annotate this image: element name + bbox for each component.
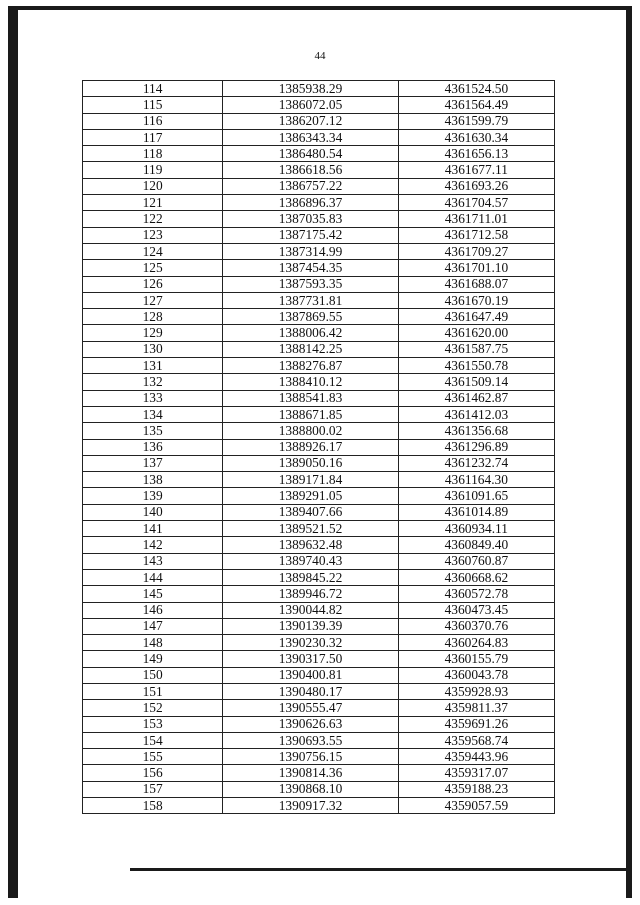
y-coordinate-cell: 4361677.11 [398, 162, 554, 178]
x-coordinate-cell: 1388800.02 [223, 423, 399, 439]
point-number-cell: 157 [83, 781, 223, 797]
point-number-cell: 123 [83, 227, 223, 243]
point-number-cell: 117 [83, 129, 223, 145]
y-coordinate-cell: 4359691.26 [398, 716, 554, 732]
table-row [83, 488, 555, 504]
table-row [83, 586, 555, 602]
point-number-cell: 148 [83, 635, 223, 651]
x-coordinate-cell: 1390917.32 [223, 798, 399, 814]
point-number-cell: 158 [83, 798, 223, 814]
y-coordinate-cell: 4359057.59 [398, 798, 554, 814]
table-row [83, 472, 555, 488]
table-row [83, 781, 555, 797]
table-row [83, 569, 555, 585]
y-coordinate-cell: 4361670.19 [398, 292, 554, 308]
table-row [83, 683, 555, 699]
table-row [83, 113, 555, 129]
x-coordinate-cell: 1390814.36 [223, 765, 399, 781]
y-coordinate-cell: 4360155.79 [398, 651, 554, 667]
table-row [83, 162, 555, 178]
coordinates-table-body [83, 81, 555, 814]
y-coordinate-cell: 4361232.74 [398, 455, 554, 471]
table-row [83, 227, 555, 243]
y-coordinate-cell: 4361711.01 [398, 211, 554, 227]
x-coordinate-cell: 1386480.54 [223, 146, 399, 162]
x-coordinate-cell: 1386343.34 [223, 129, 399, 145]
point-number-cell: 119 [83, 162, 223, 178]
point-number-cell: 145 [83, 586, 223, 602]
y-coordinate-cell: 4360264.83 [398, 635, 554, 651]
x-coordinate-cell: 1389946.72 [223, 586, 399, 602]
table-row [83, 504, 555, 520]
y-coordinate-cell: 4359317.07 [398, 765, 554, 781]
x-coordinate-cell: 1390044.82 [223, 602, 399, 618]
y-coordinate-cell: 4361599.79 [398, 113, 554, 129]
x-coordinate-cell: 1388142.25 [223, 341, 399, 357]
table-row [83, 700, 555, 716]
table-row [83, 798, 555, 814]
x-coordinate-cell: 1390626.63 [223, 716, 399, 732]
y-coordinate-cell: 4360934.11 [398, 521, 554, 537]
table-row [83, 423, 555, 439]
point-number-cell: 130 [83, 341, 223, 357]
point-number-cell: 149 [83, 651, 223, 667]
x-coordinate-cell: 1387314.99 [223, 243, 399, 259]
point-number-cell: 136 [83, 439, 223, 455]
y-coordinate-cell: 4361550.78 [398, 358, 554, 374]
y-coordinate-cell: 4361356.68 [398, 423, 554, 439]
x-coordinate-cell: 1385938.29 [223, 81, 399, 97]
x-coordinate-cell: 1389291.05 [223, 488, 399, 504]
table-row [83, 439, 555, 455]
y-coordinate-cell: 4360849.40 [398, 537, 554, 553]
scan-border-bottom [130, 868, 632, 871]
y-coordinate-cell: 4360370.76 [398, 618, 554, 634]
point-number-cell: 127 [83, 292, 223, 308]
point-number-cell: 126 [83, 276, 223, 292]
table-row [83, 537, 555, 553]
point-number-cell: 135 [83, 423, 223, 439]
point-number-cell: 138 [83, 472, 223, 488]
point-number-cell: 152 [83, 700, 223, 716]
y-coordinate-cell: 4361164.30 [398, 472, 554, 488]
point-number-cell: 153 [83, 716, 223, 732]
x-coordinate-cell: 1386896.37 [223, 195, 399, 211]
x-coordinate-cell: 1386072.05 [223, 97, 399, 113]
scan-border-left [8, 6, 18, 898]
table-row [83, 455, 555, 471]
coordinates-table [82, 80, 555, 814]
x-coordinate-cell: 1387869.55 [223, 309, 399, 325]
table-row [83, 602, 555, 618]
point-number-cell: 151 [83, 683, 223, 699]
y-coordinate-cell: 4361524.50 [398, 81, 554, 97]
table-row [83, 374, 555, 390]
x-coordinate-cell: 1386757.22 [223, 178, 399, 194]
x-coordinate-cell: 1390868.10 [223, 781, 399, 797]
point-number-cell: 132 [83, 374, 223, 390]
table-row [83, 618, 555, 634]
x-coordinate-cell: 1389740.43 [223, 553, 399, 569]
x-coordinate-cell: 1389845.22 [223, 569, 399, 585]
y-coordinate-cell: 4361014.89 [398, 504, 554, 520]
y-coordinate-cell: 4360473.45 [398, 602, 554, 618]
table-row [83, 292, 555, 308]
x-coordinate-cell: 1388926.17 [223, 439, 399, 455]
x-coordinate-cell: 1390480.17 [223, 683, 399, 699]
x-coordinate-cell: 1387593.35 [223, 276, 399, 292]
point-number-cell: 146 [83, 602, 223, 618]
x-coordinate-cell: 1387731.81 [223, 292, 399, 308]
point-number-cell: 125 [83, 260, 223, 276]
y-coordinate-cell: 4361630.34 [398, 129, 554, 145]
y-coordinate-cell: 4361091.65 [398, 488, 554, 504]
table-row [83, 81, 555, 97]
x-coordinate-cell: 1390555.47 [223, 700, 399, 716]
x-coordinate-cell: 1389050.16 [223, 455, 399, 471]
table-row [83, 309, 555, 325]
table-row [83, 765, 555, 781]
x-coordinate-cell: 1388276.87 [223, 358, 399, 374]
y-coordinate-cell: 4361462.87 [398, 390, 554, 406]
y-coordinate-cell: 4361620.00 [398, 325, 554, 341]
table-row [83, 260, 555, 276]
x-coordinate-cell: 1388006.42 [223, 325, 399, 341]
point-number-cell: 141 [83, 521, 223, 537]
x-coordinate-cell: 1387035.83 [223, 211, 399, 227]
point-number-cell: 147 [83, 618, 223, 634]
point-number-cell: 150 [83, 667, 223, 683]
point-number-cell: 122 [83, 211, 223, 227]
point-number-cell: 129 [83, 325, 223, 341]
y-coordinate-cell: 4361412.03 [398, 406, 554, 422]
y-coordinate-cell: 4361587.75 [398, 341, 554, 357]
point-number-cell: 118 [83, 146, 223, 162]
point-number-cell: 143 [83, 553, 223, 569]
point-number-cell: 133 [83, 390, 223, 406]
table-row [83, 146, 555, 162]
point-number-cell: 144 [83, 569, 223, 585]
point-number-cell: 116 [83, 113, 223, 129]
y-coordinate-cell: 4359928.93 [398, 683, 554, 699]
table-row [83, 276, 555, 292]
point-number-cell: 114 [83, 81, 223, 97]
x-coordinate-cell: 1390693.55 [223, 732, 399, 748]
y-coordinate-cell: 4361693.26 [398, 178, 554, 194]
y-coordinate-cell: 4360043.78 [398, 667, 554, 683]
scan-border-right [626, 6, 632, 898]
table-row [83, 195, 555, 211]
y-coordinate-cell: 4359188.23 [398, 781, 554, 797]
x-coordinate-cell: 1389407.66 [223, 504, 399, 520]
y-coordinate-cell: 4361564.49 [398, 97, 554, 113]
x-coordinate-cell: 1390317.50 [223, 651, 399, 667]
point-number-cell: 140 [83, 504, 223, 520]
x-coordinate-cell: 1387454.35 [223, 260, 399, 276]
y-coordinate-cell: 4360572.78 [398, 586, 554, 602]
table-row [83, 97, 555, 113]
point-number-cell: 124 [83, 243, 223, 259]
y-coordinate-cell: 4360760.87 [398, 553, 554, 569]
point-number-cell: 121 [83, 195, 223, 211]
table-row [83, 749, 555, 765]
x-coordinate-cell: 1390756.15 [223, 749, 399, 765]
table-row [83, 521, 555, 537]
x-coordinate-cell: 1389171.84 [223, 472, 399, 488]
y-coordinate-cell: 4361688.07 [398, 276, 554, 292]
x-coordinate-cell: 1390139.39 [223, 618, 399, 634]
x-coordinate-cell: 1388541.83 [223, 390, 399, 406]
point-number-cell: 115 [83, 97, 223, 113]
point-number-cell: 120 [83, 178, 223, 194]
y-coordinate-cell: 4361647.49 [398, 309, 554, 325]
y-coordinate-cell: 4359811.37 [398, 700, 554, 716]
x-coordinate-cell: 1386618.56 [223, 162, 399, 178]
x-coordinate-cell: 1389632.48 [223, 537, 399, 553]
y-coordinate-cell: 4360668.62 [398, 569, 554, 585]
table-row [83, 406, 555, 422]
x-coordinate-cell: 1390400.81 [223, 667, 399, 683]
point-number-cell: 156 [83, 765, 223, 781]
y-coordinate-cell: 4361296.89 [398, 439, 554, 455]
table-row [83, 325, 555, 341]
point-number-cell: 137 [83, 455, 223, 471]
x-coordinate-cell: 1386207.12 [223, 113, 399, 129]
x-coordinate-cell: 1389521.52 [223, 521, 399, 537]
y-coordinate-cell: 4361709.27 [398, 243, 554, 259]
y-coordinate-cell: 4361656.13 [398, 146, 554, 162]
y-coordinate-cell: 4361712.58 [398, 227, 554, 243]
x-coordinate-cell: 1390230.32 [223, 635, 399, 651]
y-coordinate-cell: 4361704.57 [398, 195, 554, 211]
y-coordinate-cell: 4359443.96 [398, 749, 554, 765]
x-coordinate-cell: 1387175.42 [223, 227, 399, 243]
table-row [83, 553, 555, 569]
table-row [83, 211, 555, 227]
point-number-cell: 128 [83, 309, 223, 325]
table-row [83, 390, 555, 406]
y-coordinate-cell: 4361701.10 [398, 260, 554, 276]
point-number-cell: 142 [83, 537, 223, 553]
table-row [83, 635, 555, 651]
point-number-cell: 155 [83, 749, 223, 765]
point-number-cell: 139 [83, 488, 223, 504]
table-row [83, 178, 555, 194]
x-coordinate-cell: 1388410.12 [223, 374, 399, 390]
table-row [83, 129, 555, 145]
table-row [83, 243, 555, 259]
scan-border-top [8, 6, 632, 10]
x-coordinate-cell: 1388671.85 [223, 406, 399, 422]
table-row [83, 716, 555, 732]
y-coordinate-cell: 4359568.74 [398, 732, 554, 748]
y-coordinate-cell: 4361509.14 [398, 374, 554, 390]
table-row [83, 651, 555, 667]
table-row [83, 341, 555, 357]
point-number-cell: 154 [83, 732, 223, 748]
table-row [83, 358, 555, 374]
point-number-cell: 131 [83, 358, 223, 374]
page-number: 44 [314, 50, 326, 62]
table-row [83, 732, 555, 748]
table-row [83, 667, 555, 683]
point-number-cell: 134 [83, 406, 223, 422]
